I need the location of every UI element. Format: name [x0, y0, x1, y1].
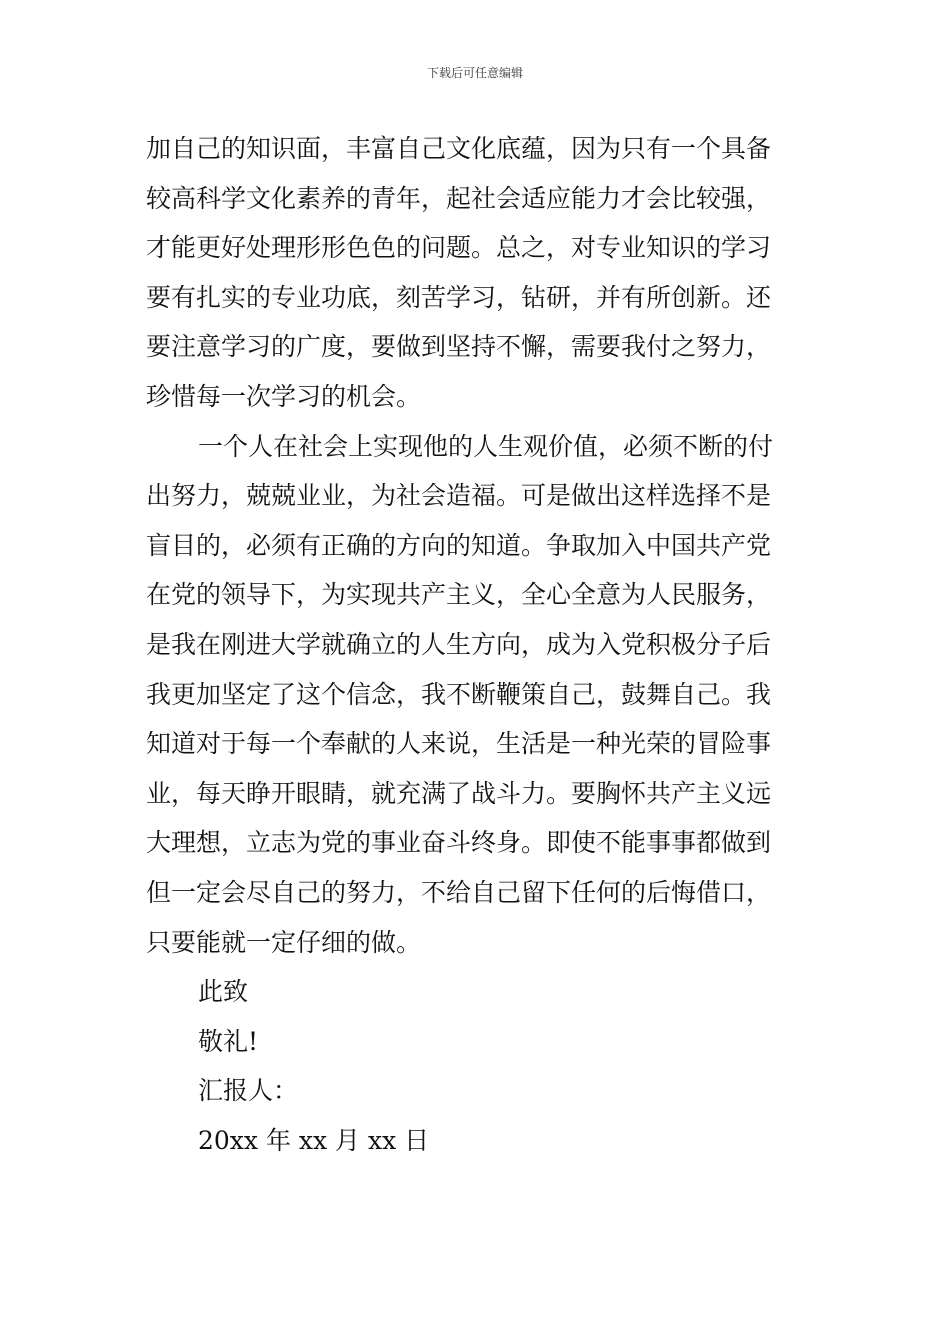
- text-line: 在党的领导下，为实现共产主义，全心全意为人民服务，: [146, 580, 772, 610]
- text-line: 要有扎实的专业功底，刻苦学习，钻研，并有所创新。还: [146, 282, 772, 312]
- text-line: 我更加坚定了这个信念，我不断鞭策自己，鼓舞自己。我: [146, 679, 772, 709]
- text-line: 盲目的，必须有正确的方向的知道。争取加入中国共产党: [146, 530, 772, 560]
- text-line: 是我在刚进大学就确立的人生方向，成为入党积极分子后: [146, 629, 772, 659]
- text-line: 要注意学习的广度，要做到坚持不懈，需要我付之努力，: [146, 332, 772, 362]
- text-line: 才能更好处理形形色色的问题。总之，对专业知识的学习: [146, 233, 772, 263]
- paragraph-start-line: 一个人在社会上实现他的人生观价值，必须不断的付: [198, 431, 774, 461]
- closing-salutation: 此致: [198, 977, 249, 1007]
- text-line: 珍惜每一次学习的机会。: [146, 381, 422, 411]
- text-line: 大理想，立志为党的事业奋斗终身。即使不能事事都做到: [146, 828, 772, 858]
- reporter-label: 汇报人：: [198, 1076, 299, 1106]
- text-line: 但一定会尽自己的努力，不给自己留下任何的后悔借口，: [146, 877, 772, 907]
- report-date: 20xx 年 xx 月 xx 日: [198, 1125, 430, 1155]
- text-line: 较高科学文化素养的青年，起社会适应能力才会比较强，: [146, 183, 772, 213]
- text-line: 出努力，兢兢业业，为社会造福。可是做出这样选择不是: [146, 481, 772, 511]
- closing-regards: 敬礼!: [198, 1026, 259, 1056]
- text-line: 只要能就一定仔细的做。: [146, 927, 422, 957]
- report-body: [146, 124, 806, 1165]
- text-line: 知道对于每一个奉献的人来说，生活是一种光荣的冒险事: [146, 729, 772, 759]
- page-header-note: 下载后可任意编辑: [426, 66, 523, 80]
- text-line: 业，每天睁开眼睛，就充满了战斗力。要胸怀共产主义远: [146, 778, 772, 808]
- text-line: 加自己的知识面，丰富自己文化底蕴，因为只有一个具备: [146, 134, 772, 163]
